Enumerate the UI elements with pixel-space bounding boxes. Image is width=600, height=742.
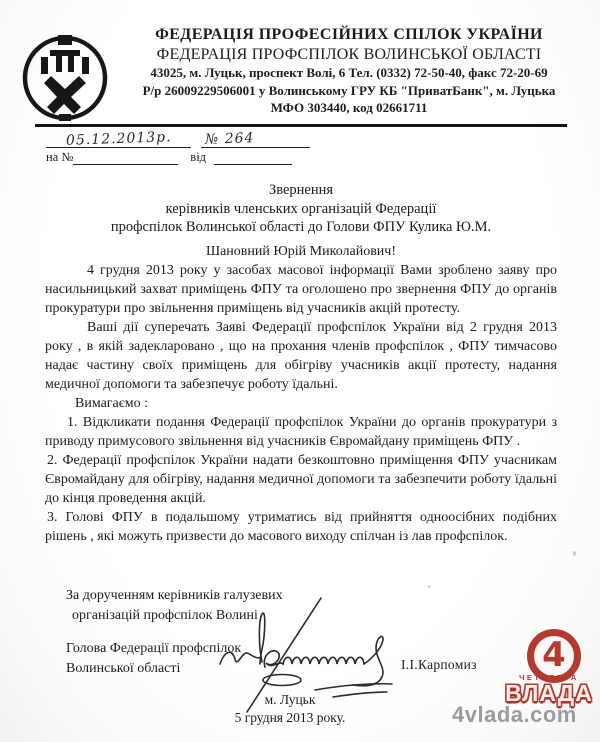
org-name-ukraine: ФЕДЕРАЦІЯ ПРОФЕСІЙНИХ СПІЛОК УКРАЇНИ xyxy=(155,26,543,43)
paragraph-2: Ваші дії суперечать Заяві Федерації профспілок України від 2 грудня 2013 року , в якій задекларовано , що на прохання членів профспілок , ФПУ тимчасово надає частину своїх приміщень для обігріву учасників акції протесту, надання медичної допомоги та забезпечує роботу їдальні. xyxy=(45,320,557,392)
letterhead-divider xyxy=(35,124,567,127)
letter-title xyxy=(45,181,557,237)
org-name-volyn: ФЕДЕРАЦІЯ ПРОФСПІЛОК ВОЛИНСЬКОЇ ОБЛАСТІ xyxy=(156,46,542,63)
demand-item-1: 1. Відкликати подання Федерації профспілок України до органів прокуратури з приводу примусового звільнення від учасників Євромайдану приміщень ФПУ . xyxy=(45,415,557,449)
demand-intro: Вимагаємо : xyxy=(75,396,149,411)
watermark-small-text: ЧЕТВЕРТА xyxy=(519,673,579,682)
salutation: Шановний Юрій Миколайович! xyxy=(205,244,397,259)
handwritten-date: 05.12.2013р. xyxy=(65,129,172,149)
handwritten-number: № 264 xyxy=(204,130,255,148)
place: м. Луцьк xyxy=(264,692,316,707)
on-behalf-line-2: організацій профспілок Волині xyxy=(72,607,258,623)
org-bank-account: Р/р 26009229506001 у Волинському ГРУ КБ "ПриватБанк", м. Луцька xyxy=(142,82,556,98)
outgoing-number-line xyxy=(201,131,310,148)
vid-blank xyxy=(214,164,292,165)
demand-item-2: 2. Федерації профспілок України надати безкоштовно приміщення ФПУ учасникам Євромайдану для обігріву, надання медичної допомоги та забезпечити роботу їдальні до кінця проведення акцій. xyxy=(45,453,557,506)
title-line-1: Звернення xyxy=(268,182,334,198)
watermark-4-icon: 4 xyxy=(542,635,566,675)
vid-label: від xyxy=(190,150,207,164)
date: 5 грудня 2013 року. xyxy=(234,710,346,725)
org-mfo-code: МФО 303440, код 02661711 xyxy=(270,100,428,115)
signer-title-line-2: Волинської області xyxy=(66,661,181,676)
paragraph-1: 4 грудня 2013 року у засобах масової інформації Вами зроблено заяву про насильницький захват приміщень ФПУ та оголошено про звернення ФПУ до органів прокуратури про звільнення приміщень від учасників акцій протесту. xyxy=(45,263,557,316)
watermark-logo-bar xyxy=(501,674,597,704)
letter-body xyxy=(45,242,557,546)
watermark-vlada-text: ВЛАДА xyxy=(505,680,593,706)
place-date-block xyxy=(180,691,400,727)
on-behalf-line-1: За дорученням керівників галузевих xyxy=(66,588,283,603)
scan-speck xyxy=(573,551,576,556)
scan-speck xyxy=(428,585,430,588)
signer-title-line-1: Голова Федерації профспілок xyxy=(66,641,242,656)
na-no-blank xyxy=(73,164,178,165)
org-address: 43025, м. Луцьк, проспект Волі, 6 Тел. (0332) 72-50-40, факс 72-20-69 xyxy=(150,65,548,80)
title-line-3: профспілок Волинської області до Голови ФПУ Кулика Ю.М. xyxy=(110,219,492,235)
letterhead xyxy=(104,26,594,117)
title-line-2: керівників членських організацій Федерації xyxy=(165,200,437,217)
signer-name: І.І.Карпомиз xyxy=(401,657,477,672)
fpu-emblem-icon xyxy=(20,30,110,125)
outgoing-date-line xyxy=(46,131,191,148)
reference-block xyxy=(46,131,346,165)
na-no-label: на № xyxy=(46,150,74,164)
demand-item-3: 3. Голові ФПУ в подальшому утриматись від прийняття одноосібних подібних рішень , які можуть призвести до масового виходу спілчан із лав профспілок. xyxy=(45,510,557,544)
watermark-site-text: 4vlada.com xyxy=(452,702,577,727)
